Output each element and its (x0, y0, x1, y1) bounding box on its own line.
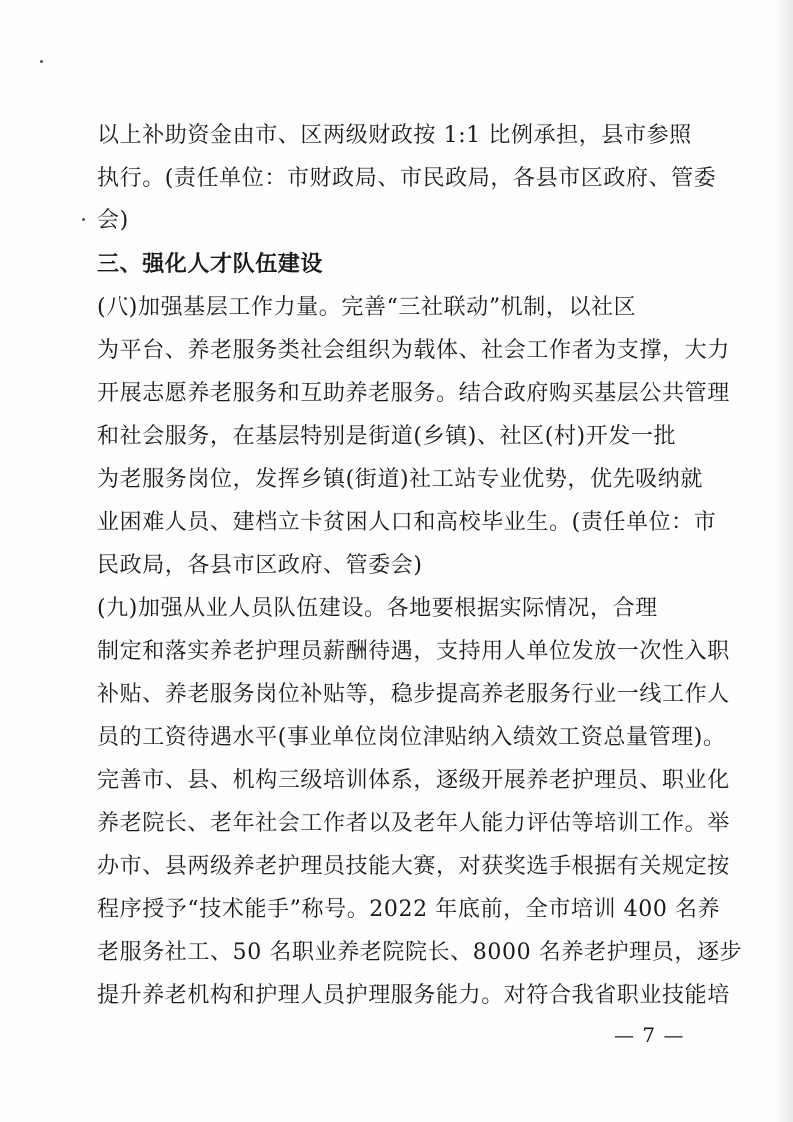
body-line: 补贴、养老服务岗位补贴等，稳步提高养老服务行业一线工作人 (97, 682, 730, 707)
body-line: 会) (97, 208, 129, 233)
scan-speck (82, 218, 85, 221)
body-line: 养老院长、老年社会工作者以及老年人能力评估等培训工作。举 (97, 811, 730, 836)
body-line: 业困难人员、建档立卡贫困人口和高校毕业生。(责任单位：市 (97, 510, 717, 535)
scan-edge-shade (775, 0, 793, 1122)
body-line: 员的工资待遇水平(事业单位岗位津贴纳入绩效工资总量管理)。 (97, 725, 726, 750)
page-number: — 7 — (614, 1023, 685, 1047)
body-line: 提升养老机构和护理人员护理服务能力。对符合我省职业技能培 (97, 983, 730, 1008)
body-line: (九)加强从业人员队伍建设。各地要根据实际情况，合理 (97, 596, 658, 621)
scan-speck (40, 60, 43, 63)
body-line: (八)加强基层工作力量。完善“三社联动”机制，以社区 (97, 295, 637, 320)
body-line: 为平台、养老服务类社会组织为载体、社会工作者为支撑，大力 (97, 338, 730, 363)
body-line: 以上补助资金由市、区两级财政按 1:1 比例承担，县市参照 (97, 123, 692, 148)
body-line: 为老服务岗位，发挥乡镇(街道)社工站专业优势，优先吸纳就 (97, 467, 703, 492)
body-line: 开展志愿养老服务和互助养老服务。结合政府购买基层公共管理 (97, 381, 730, 406)
body-line: 办市、县两级养老护理员技能大赛，对获奖选手根据有关规定按 (97, 854, 730, 879)
section-heading: 三、强化人才队伍建设 (97, 252, 324, 277)
body-line: 民政局，各县市区政府、管委会) (97, 553, 423, 578)
body-line: 制定和落实养老护理员薪酬待遇，支持用人单位发放一次性入职 (97, 639, 730, 664)
body-line: 老服务社工、50 名职业养老院院长、8000 名养老护理员，逐步 (97, 940, 743, 965)
body-line: 完善市、县、机构三级培训体系，逐级开展养老护理员、职业化 (97, 768, 730, 793)
body-line: 和社会服务，在基层特别是街道(乡镇)、社区(村)开发一批 (97, 424, 677, 449)
body-line: 执行。(责任单位：市财政局、市民政局，各县市区政府、管委 (97, 166, 717, 191)
body-line: 程序授予“技术能手”称号。2022 年底前，全市培训 400 名养 (97, 897, 721, 922)
